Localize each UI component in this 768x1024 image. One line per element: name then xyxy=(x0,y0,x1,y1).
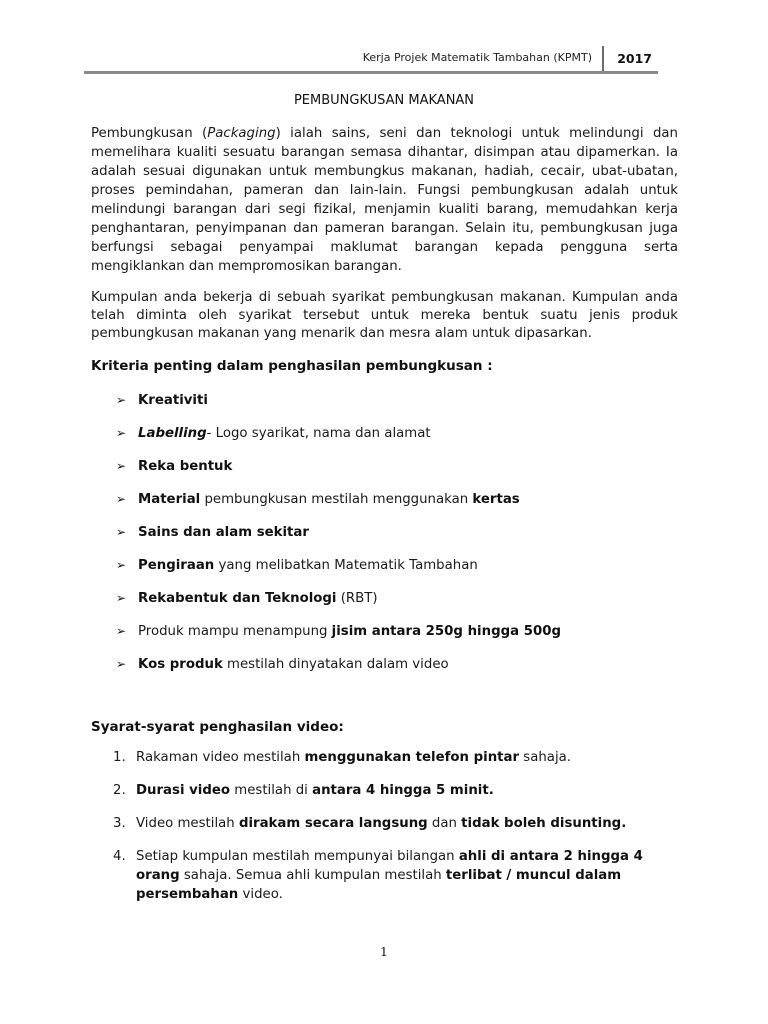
criteria-heading: Kriteria penting dalam penghasilan pembungkusan : xyxy=(91,358,493,374)
document-title: PEMBUNGKUSAN MAKANAN xyxy=(293,93,475,108)
header-separator xyxy=(602,46,604,72)
arrow-bullet-icon: ➢ xyxy=(116,393,127,407)
criteria-list xyxy=(116,384,561,681)
arrow-bullet-icon: ➢ xyxy=(116,459,127,473)
criteria-item-produk: ➢ Produk mampu menampung jisim antara 250g hingga 500g xyxy=(116,615,561,648)
video-requirement-4: 4. Setiap kumpulan mestilah mempunyai bilangan ahli di antara 2 hingga 4 orang sahaja. Semua ahli kumpulan mestilah terlibat / muncul dalam persembahan video. xyxy=(113,849,643,902)
video-requirement-3: 3. Video mestilah dirakam secara langsung dan tidak boleh disunting. xyxy=(113,816,627,831)
criteria-item-reka-bentuk: ➢ Reka bentuk xyxy=(116,450,561,483)
criteria-item-pengiraan: ➢ Pengiraan yang melibatkan Matematik Tambahan xyxy=(116,549,561,582)
header-rule xyxy=(84,71,658,74)
intro-paragraph-1: Pembungkusan (Packaging) ialah sains, seni dan teknologi untuk melindungi dan memelihara kualiti sesuatu barangan semasa dihantar, disimpan atau dipamerkan. Ia adalah sesuai digunakan untuk membungkus makanan, hadiah, cecair, ubat-ubatan, proses pemindahan, pameran dan lain-lain. Fungsi pembungkusan adalah untuk melindungi barangan dari segi fizikal, menjamin kualiti barang, memudahkan kerja penghantaran, penyimpanan dan pameran barangan. Selain itu, pembungkusan juga berfungsi sebagai penyampai maklumat barangan kepada pengguna serta mengiklankan dan mempromosikan barangan. xyxy=(91,126,678,274)
intro-paragraph-2: Kumpulan anda bekerja di sebuah syarikat pembungkusan makanan. Kumpulan anda telah diminta oleh syarikat tersebut untuk mereka bentuk suatu jenis produk pembungkusan makanan yang menarik dan mesra alam untuk dipasarkan. xyxy=(91,290,678,341)
arrow-bullet-icon: ➢ xyxy=(116,426,127,440)
page-number: 1 xyxy=(380,945,388,959)
arrow-bullet-icon: ➢ xyxy=(116,525,127,539)
criteria-item-sains: ➢ Sains dan alam sekitar xyxy=(116,516,561,549)
video-heading: Syarat-syarat penghasilan video: xyxy=(91,719,344,735)
criteria-item-kos: ➢ Kos produk mestilah dinyatakan dalam video xyxy=(116,648,561,681)
header-course-title: Kerja Projek Matematik Tambahan (KPMT) xyxy=(362,51,592,64)
criteria-item-labelling: ➢ Labelling- Logo syarikat, nama dan alamat xyxy=(116,417,561,450)
arrow-bullet-icon: ➢ xyxy=(116,591,127,605)
header-year: 2017 xyxy=(617,51,652,66)
arrow-bullet-icon: ➢ xyxy=(116,624,127,638)
arrow-bullet-icon: ➢ xyxy=(116,492,127,506)
criteria-item-material: ➢ Material pembungkusan mestilah menggunakan kertas xyxy=(116,483,561,516)
video-requirements-list xyxy=(113,748,678,904)
criteria-item-kreativiti: ➢ Kreativiti xyxy=(116,384,561,417)
criteria-item-rbt: ➢ Rekabentuk dan Teknologi (RBT) xyxy=(116,582,561,615)
video-requirement-1: 1. Rakaman video mestilah menggunakan telefon pintar sahaja. xyxy=(113,750,572,765)
arrow-bullet-icon: ➢ xyxy=(116,657,127,671)
video-requirement-2: 2. Durasi video mestilah di antara 4 hingga 5 minit. xyxy=(113,783,494,798)
arrow-bullet-icon: ➢ xyxy=(116,558,127,572)
page-header xyxy=(84,46,658,72)
